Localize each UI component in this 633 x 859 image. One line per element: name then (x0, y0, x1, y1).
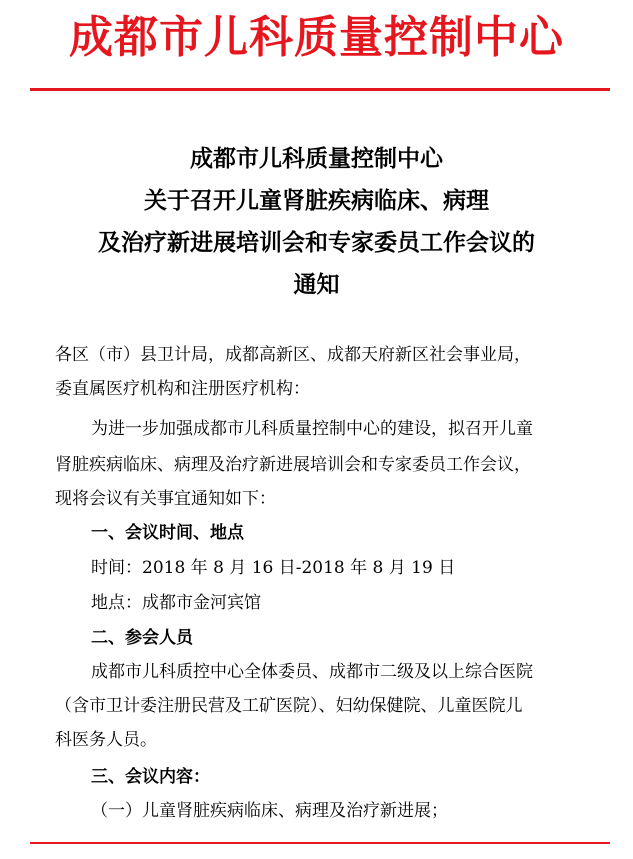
addressee-line-2: 委直属医疗机构和注册医疗机构： (55, 379, 310, 399)
intro-paragraph-line-3: 现将会议有关事宜通知如下： (55, 489, 276, 509)
letterhead-title: 成都市儿科质量控制中心 (69, 12, 564, 63)
attendees-line-3: 科医务人员。 (55, 730, 157, 750)
intro-paragraph-line-2: 肾脏疾病临床、病理及治疗新进展培训会和专家委员工作会议， (55, 455, 531, 475)
attendees-line-2: （含市卫计委注册民营及工矿医院）、妇幼保健院、儿童医院儿 (55, 696, 523, 716)
addressee-line-1: 各区（市）县卫计局，成都高新区、成都天府新区社会事业局， (55, 345, 531, 365)
footer-divider (30, 842, 610, 844)
meeting-time: 时间：2018 年 8 月 16 日-2018 年 8 月 19 日 (91, 558, 456, 578)
notice-title-line-4: 通知 (293, 272, 340, 298)
content-item-1: （一）儿童肾脏疾病临床、病理及治疗新进展； (91, 801, 448, 821)
attendees-line-1: 成都市儿科质控中心全体委员、成都市二级及以上综合医院 (91, 662, 533, 682)
letterhead-divider-top (30, 88, 610, 91)
notice-title-line-1: 成都市儿科质量控制中心 (190, 146, 443, 172)
section-heading-attendees: 二、参会人员 (91, 628, 193, 648)
section-heading-content: 三、会议内容： (91, 767, 210, 787)
meeting-location: 地点：成都市金河宾馆 (91, 593, 261, 613)
section-heading-time-place: 一、会议时间、地点 (91, 523, 244, 543)
notice-title-line-2: 关于召开儿童肾脏疾病临床、病理 (144, 188, 489, 214)
notice-title-line-3: 及治疗新进展培训会和专家委员工作会议的 (98, 230, 535, 256)
intro-paragraph-line-1: 为进一步加强成都市儿科质量控制中心的建设，拟召开儿童 (91, 419, 533, 439)
